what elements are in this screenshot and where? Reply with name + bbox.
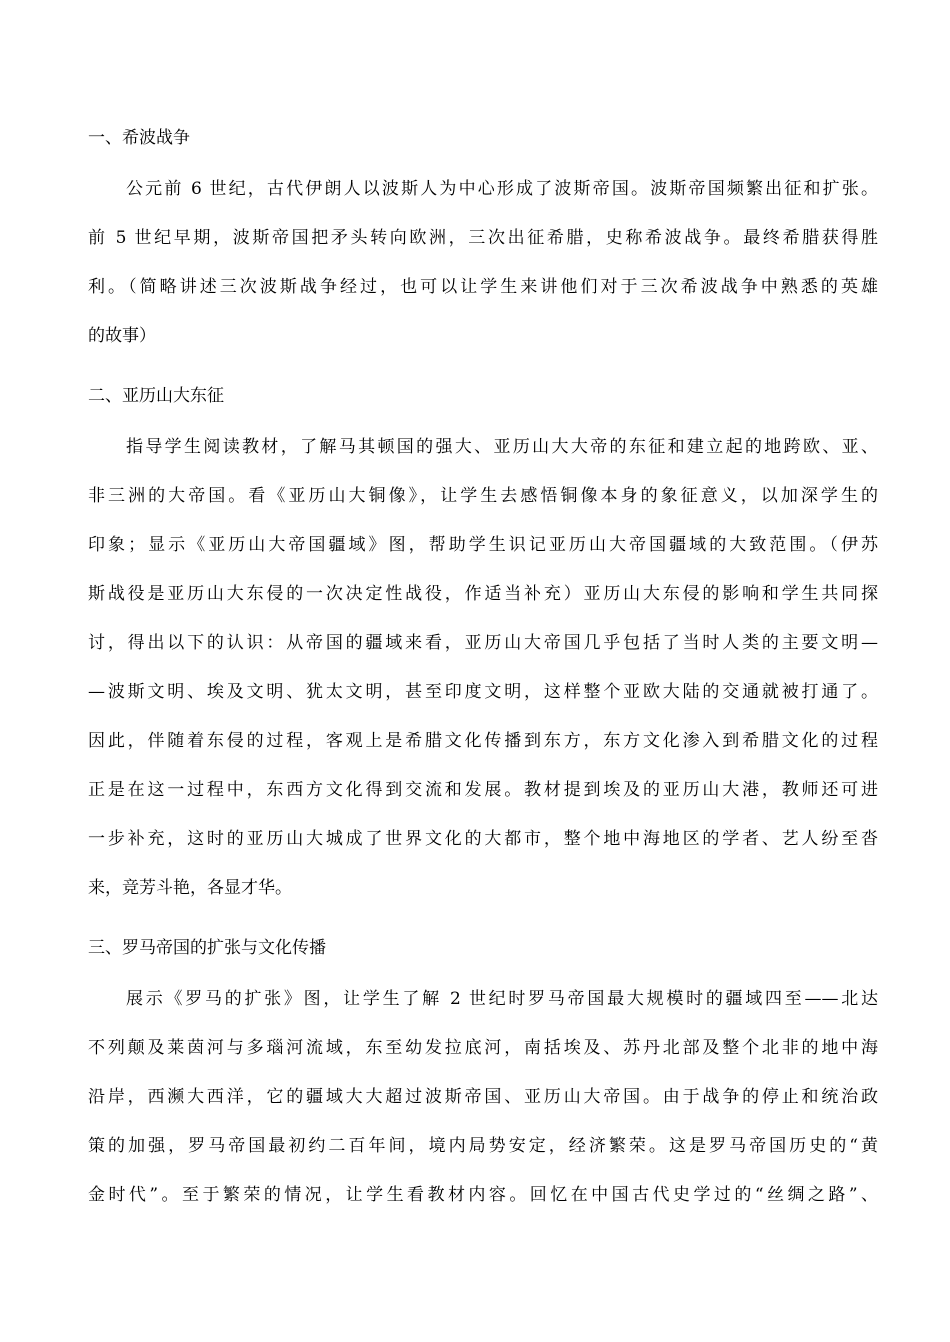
paragraph-line: 利。（简略讲述三次波斯战争经过，也可以让学生来讲他们对于三次希波战争中熟悉的英雄 bbox=[88, 277, 878, 297]
section-roman-empire bbox=[88, 936, 878, 1220]
section-heading: 三、罗马帝国的扩张与文化传播 bbox=[88, 938, 326, 958]
paragraph-line: —波斯文明、埃及文明、犹太文明，甚至印度文明，这样整个亚欧大陆的交通就被打通了。 bbox=[88, 682, 878, 702]
paragraph-line: 不列颠及莱茵河与多瑙河流域，东至幼发拉底河，南括埃及、苏丹北部及整个北非的地中海 bbox=[88, 1038, 878, 1058]
paragraph-line: 非三洲的大帝国。看《亚历山大铜像》，让学生去感悟铜像本身的象征意义，以加深学生的 bbox=[88, 486, 878, 506]
paragraph-line: 的故事） bbox=[88, 326, 156, 346]
section-heading: 一、希波战争 bbox=[88, 128, 190, 148]
paragraph-line: 讨，得出以下的认识：从帝国的疆域来看，亚历山大帝国几乎包括了当时人类的主要文明— bbox=[88, 633, 878, 653]
paragraph-line: 印象；显示《亚历山大帝国疆域》图，帮助学生识记亚历山大帝国疆域的大致范围。（伊苏 bbox=[88, 535, 878, 555]
paragraph-line: 前 5 世纪早期，波斯帝国把矛头转向欧洲，三次出征希腊，史称希波战争。最终希腊获得胜 bbox=[88, 228, 878, 248]
paragraph-line: 策的加强，罗马帝国最初约二百年间，境内局势安定，经济繁荣。这是罗马帝国历史的“黄 bbox=[88, 1136, 878, 1156]
paragraph-line: 指导学生阅读教材，了解马其顿国的强大、亚历山大大帝的东征和建立起的地跨欧、亚、 bbox=[126, 437, 878, 457]
paragraph-line: 一步补充，这时的亚历山大城成了世界文化的大都市，整个地中海地区的学者、艺人纷至沓 bbox=[88, 829, 878, 849]
paragraph-line: 沿岸，西濒大西洋，它的疆域大大超过波斯帝国、亚历山大帝国。由于战争的停止和统治政 bbox=[88, 1087, 878, 1107]
paragraph-line: 公元前 6 世纪，古代伊朗人以波斯人为中心形成了波斯帝国。波斯帝国频繁出征和扩张。 bbox=[126, 179, 878, 199]
paragraph-line: 来，竞芳斗艳，各显才华。 bbox=[88, 878, 292, 898]
paragraph-line: 因此，伴随着东侵的过程，客观上是希腊文化传播到东方，东方文化渗入到希腊文化的过程 bbox=[88, 731, 878, 751]
paragraph-line: 正是在这一过程中，东西方文化得到交流和发展。教材提到埃及的亚历山大港，教师还可进 bbox=[88, 780, 878, 800]
section-greco-persian-wars bbox=[88, 126, 878, 361]
section-heading: 二、亚历山大东征 bbox=[88, 386, 224, 406]
paragraph-line: 金时代”。至于繁荣的情况，让学生看教材内容。回忆在中国古代史学过的“丝绸之路”、 bbox=[88, 1185, 878, 1205]
paragraph-line: 展示《罗马的扩张》图，让学生了解 2 世纪时罗马帝国最大规模时的疆域四至——北达 bbox=[126, 989, 878, 1009]
section-alexander-eastern-campaign bbox=[88, 384, 878, 913]
paragraph-line: 斯战役是亚历山大东侵的一次决定性战役，作适当补充）亚历山大东侵的影响和学生共同探 bbox=[88, 584, 878, 604]
